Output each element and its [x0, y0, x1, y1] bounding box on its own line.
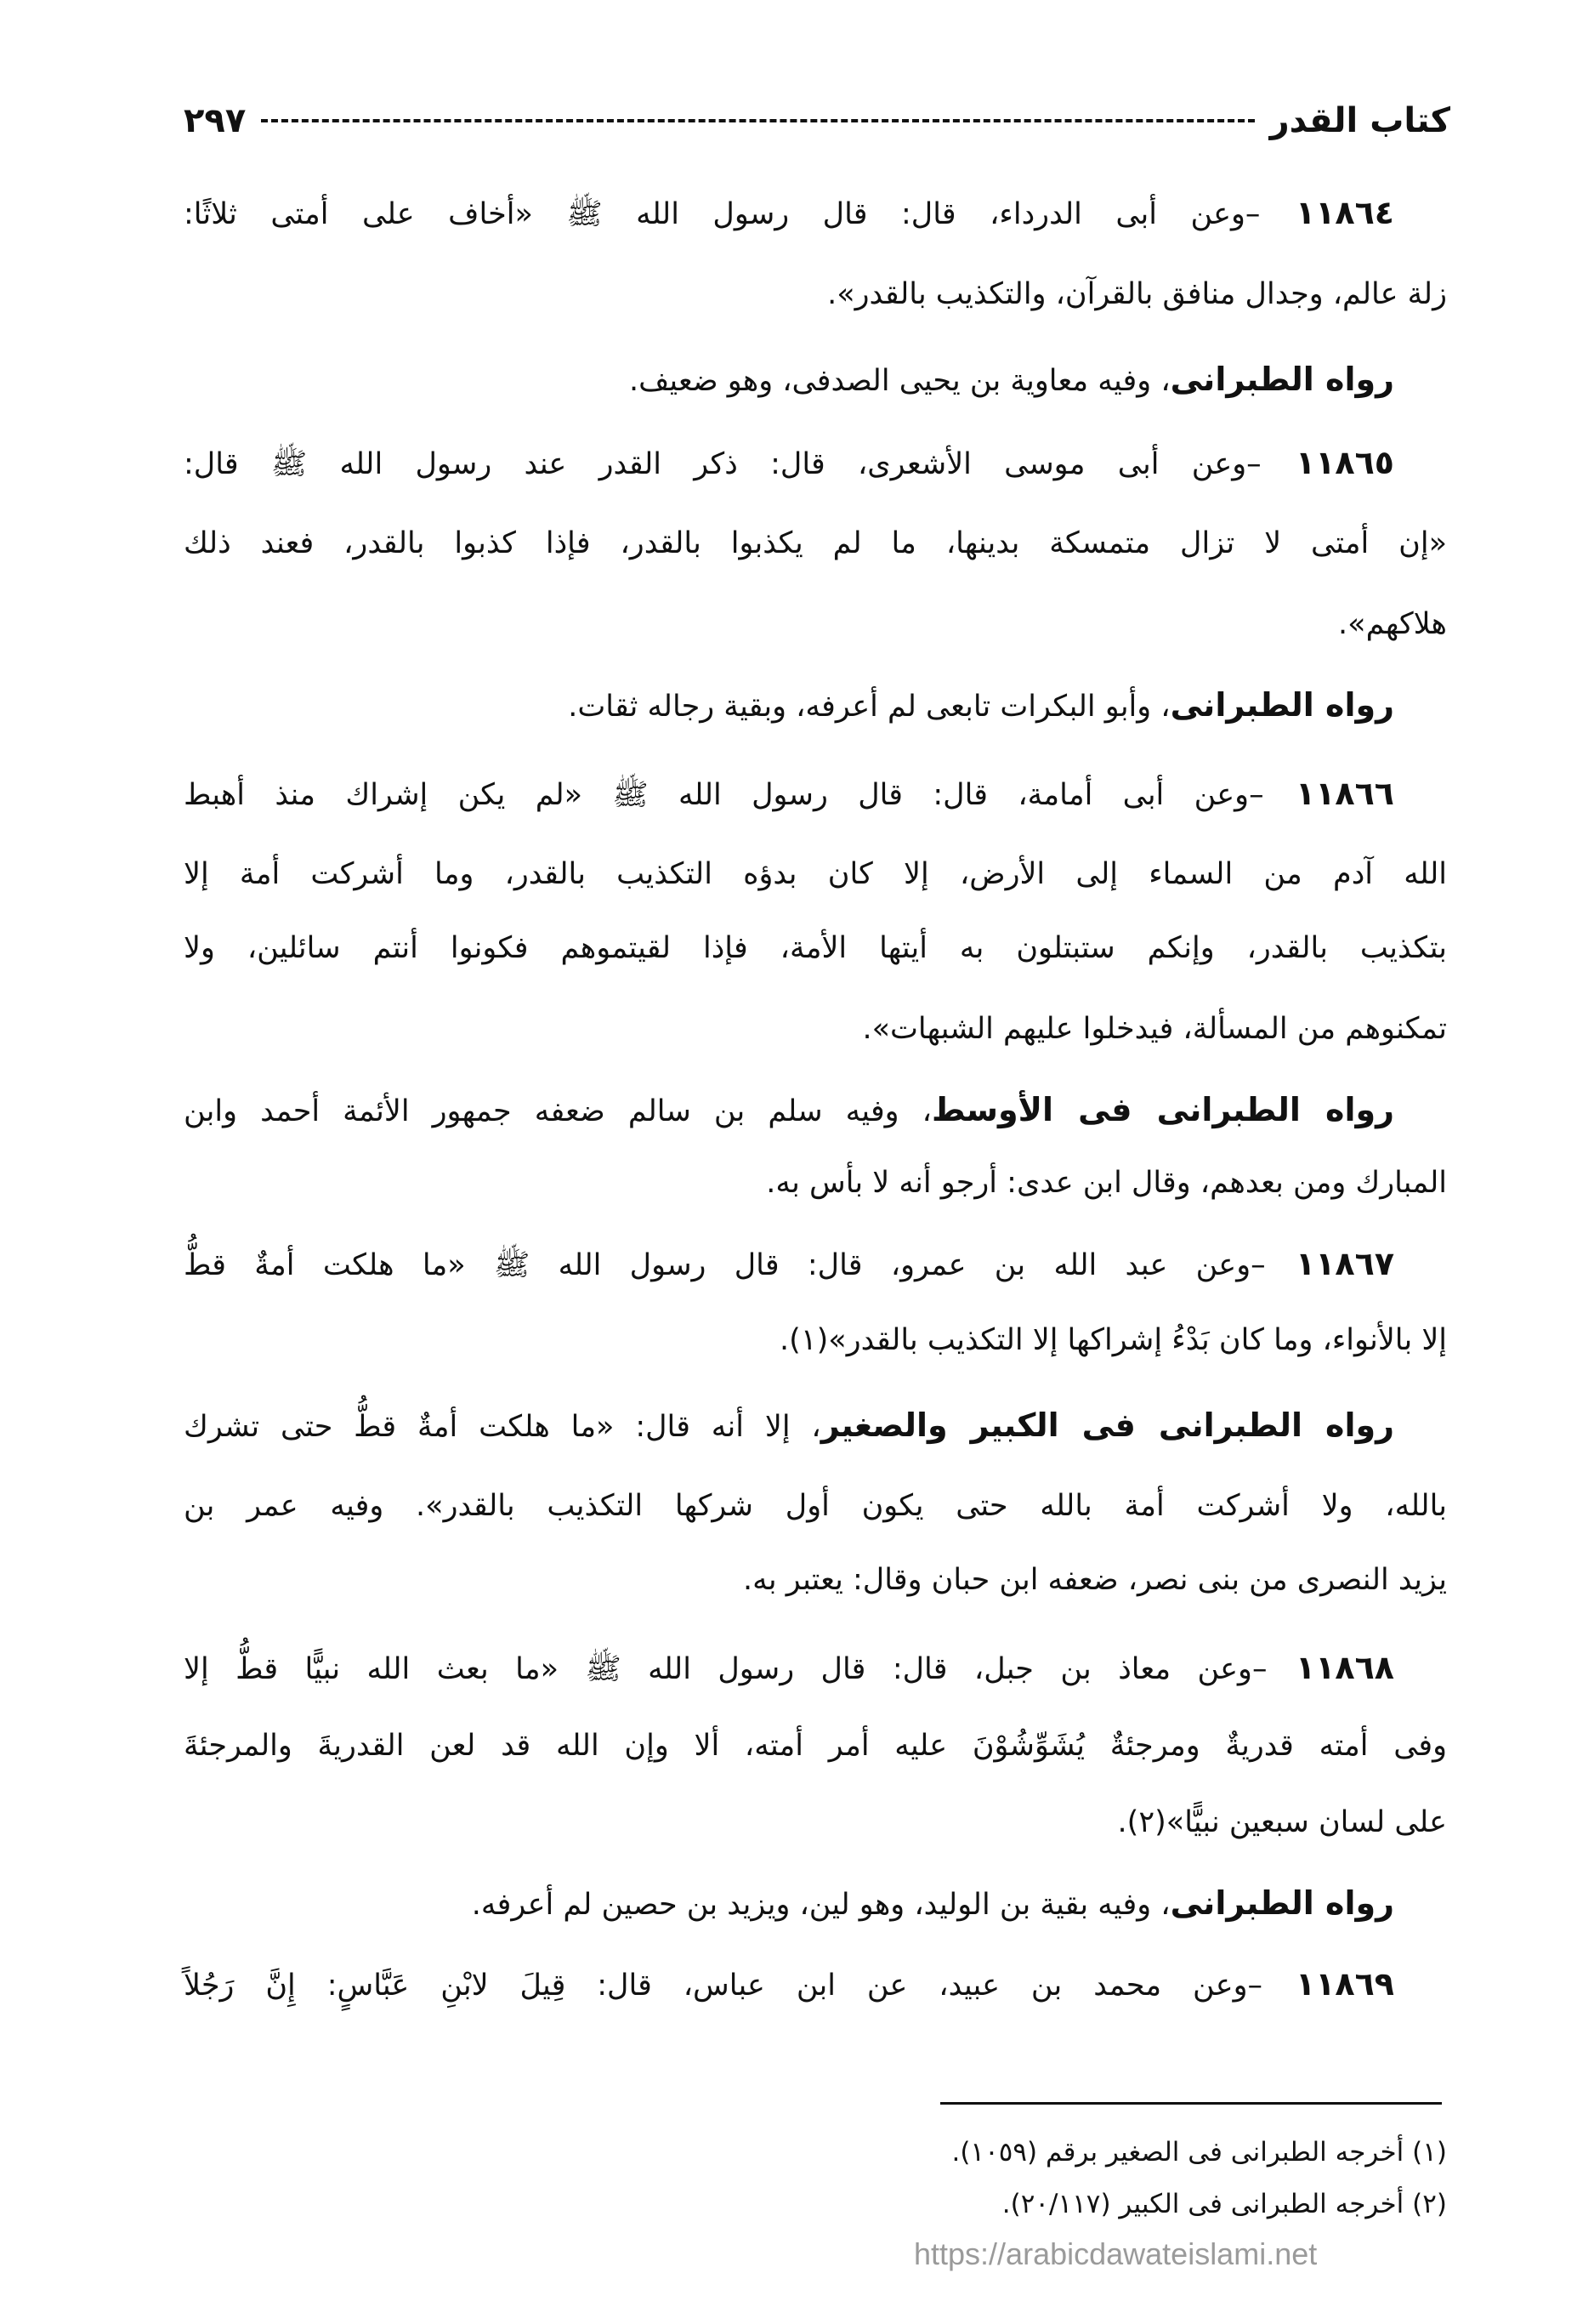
text-line — [184, 768, 1447, 821]
line-text: الله آدم من السماء إلى الأرض، إلا كان بدؤه التكذيب بالقدر، وما أشركت أمة إلا — [184, 857, 1447, 891]
bold-lead: ١١٨٦٨ — [1267, 1649, 1394, 1686]
text-line — [184, 269, 1447, 320]
footnote-2: (٢) أخرجه الطبرانى فى الكبير (٢٠/١١٧). — [1001, 2189, 1447, 2219]
line-text: ، إلا أنه قال: «ما هلكت أمةٌ قطُّ حتى تشرك — [184, 1410, 821, 1444]
line-text: هلاكهم». — [1338, 607, 1447, 641]
header-rule — [261, 119, 1254, 122]
footnote-1: (١) أخرجه الطبرانى فى الصغير برقم (١٠٥٩). — [951, 2137, 1447, 2168]
text-line — [184, 437, 1447, 490]
text-line — [184, 849, 1447, 900]
line-text: ، وفيه بقية بن الوليد، وهو لين، ويزيد بن حصين لم أعرفه. — [471, 1888, 1171, 1922]
text-line — [184, 1720, 1447, 1771]
text-line — [184, 1003, 1447, 1054]
bold-lead: ١١٨٦٥ — [1261, 444, 1394, 481]
text-line — [184, 1400, 1447, 1452]
line-text: –وعن أبى الدرداء، قال: قال رسول الله ﷺ «أخاف على أمتى ثلاثًا: — [184, 197, 1261, 231]
text-line — [184, 1480, 1447, 1531]
text-line — [184, 679, 1447, 732]
bold-lead: ١١٨٦٦ — [1263, 775, 1394, 812]
bold-lead: رواه الطبرانى — [1170, 1884, 1394, 1922]
text-line — [184, 518, 1447, 569]
line-text: –وعن محمد بن عبيد، عن ابن عباس، قال: قِيلَ لابْنِ عَبَّاسٍ: إِنَّ رَجُلاً — [184, 1969, 1262, 2003]
line-text: إلا بالأنواء، وما كان بَدْءُ إشراكها إلا التكذيب بالقدر»(١). — [780, 1323, 1447, 1357]
line-text: –وعن أبى أمامة، قال: قال رسول الله ﷺ «لم يكن إشراك منذ أهبط — [184, 778, 1264, 812]
chapter-title: كتاب القدر — [1269, 101, 1450, 140]
bold-lead: ١١٨٦٧ — [1265, 1245, 1395, 1282]
text-line — [184, 1084, 1447, 1137]
line-text: تمكنوهم من المسألة، فيدخلوا عليهم الشبهات». — [862, 1012, 1447, 1046]
line-text: ، وفيه سلم بن سالم ضعفه جمهور الأئمة أحمد وابن — [184, 1094, 932, 1128]
line-text: –وعن عبد الله بن عمرو، قال: قال رسول الله ﷺ «ما هلكت أمةٌ قطُّ — [184, 1248, 1266, 1282]
line-text: بالله، ولا أشركت أمة بالله حتى يكون أول شركها التكذيب بالقدر». وفيه عمر بن — [184, 1489, 1447, 1523]
line-text: وفى أمته قدريةٌ ومرجئةٌ يُشَوِّشُوْنَ عليه أمر أمته، ألا وإن الله قد لعن القدريةَ والمرجئةَ — [184, 1729, 1447, 1763]
running-header — [184, 95, 1450, 146]
footnote-divider — [940, 2102, 1442, 2105]
line-text: ، وفيه معاوية بن يحيى الصدفى، وهو ضعيف. — [629, 364, 1171, 398]
line-text: «إن أمتى لا تزال متمسكة بدينها، ما لم يكذبوا بالقدر، فإذا كذبوا بالقدر، فعند ذلك — [184, 526, 1447, 560]
text-line — [184, 1958, 1447, 2011]
text-line — [184, 923, 1447, 974]
text-line — [184, 1642, 1447, 1695]
line-text: –وعن أبى موسى الأشعرى، قال: ذكر القدر عند رسول الله ﷺ قال: — [184, 447, 1262, 481]
text-line — [184, 1554, 1447, 1605]
text-line — [184, 354, 1447, 406]
watermark: https://arabicdawateislami.net — [914, 2236, 1318, 2271]
line-text: زلة عالم، وجدال منافق بالقرآن، والتكذيب بالقدر». — [827, 277, 1447, 311]
bold-lead: رواه الطبرانى فى الكبير والصغير — [820, 1406, 1394, 1444]
text-line — [184, 1797, 1447, 1848]
line-text: على لسان سبعين نبيًّا»(٢). — [1117, 1805, 1447, 1839]
line-text: –وعن معاذ بن جبل، قال: قال رسول الله ﷺ «ما بعث الله نبيًّا قطُّ إلا — [184, 1652, 1268, 1686]
text-line — [184, 1315, 1447, 1366]
page-number: ٢٩٧ — [184, 101, 247, 140]
text-line — [184, 599, 1447, 650]
bold-lead: رواه الطبرانى فى الأوسط — [931, 1091, 1394, 1128]
line-text: ، وأبو البكرات تابعى لم أعرفه، وبقية رجاله ثقات. — [568, 690, 1171, 724]
bold-lead: رواه الطبرانى — [1170, 686, 1394, 724]
text-line — [184, 187, 1447, 240]
line-text: بتكذيب بالقدر، وإنكم ستبتلون به أيتها الأمة، فإذا لقيتموهم فكونوا أنتم سائلين، ولا — [184, 931, 1447, 965]
bold-lead: ١١٨٦٤ — [1260, 194, 1394, 231]
line-text: يزيد النصرى من بنى نصر، ضعفه ابن حبان وقال: يعتبر به. — [743, 1563, 1447, 1597]
text-line — [184, 1157, 1447, 1208]
text-line — [184, 1878, 1447, 1930]
line-text: المبارك ومن بعدهم، وقال ابن عدى: أرجو أنه لا بأس به. — [766, 1166, 1447, 1200]
text-line — [184, 1238, 1447, 1291]
bold-lead: ١١٨٦٩ — [1262, 1965, 1394, 2003]
bold-lead: رواه الطبرانى — [1170, 361, 1394, 398]
